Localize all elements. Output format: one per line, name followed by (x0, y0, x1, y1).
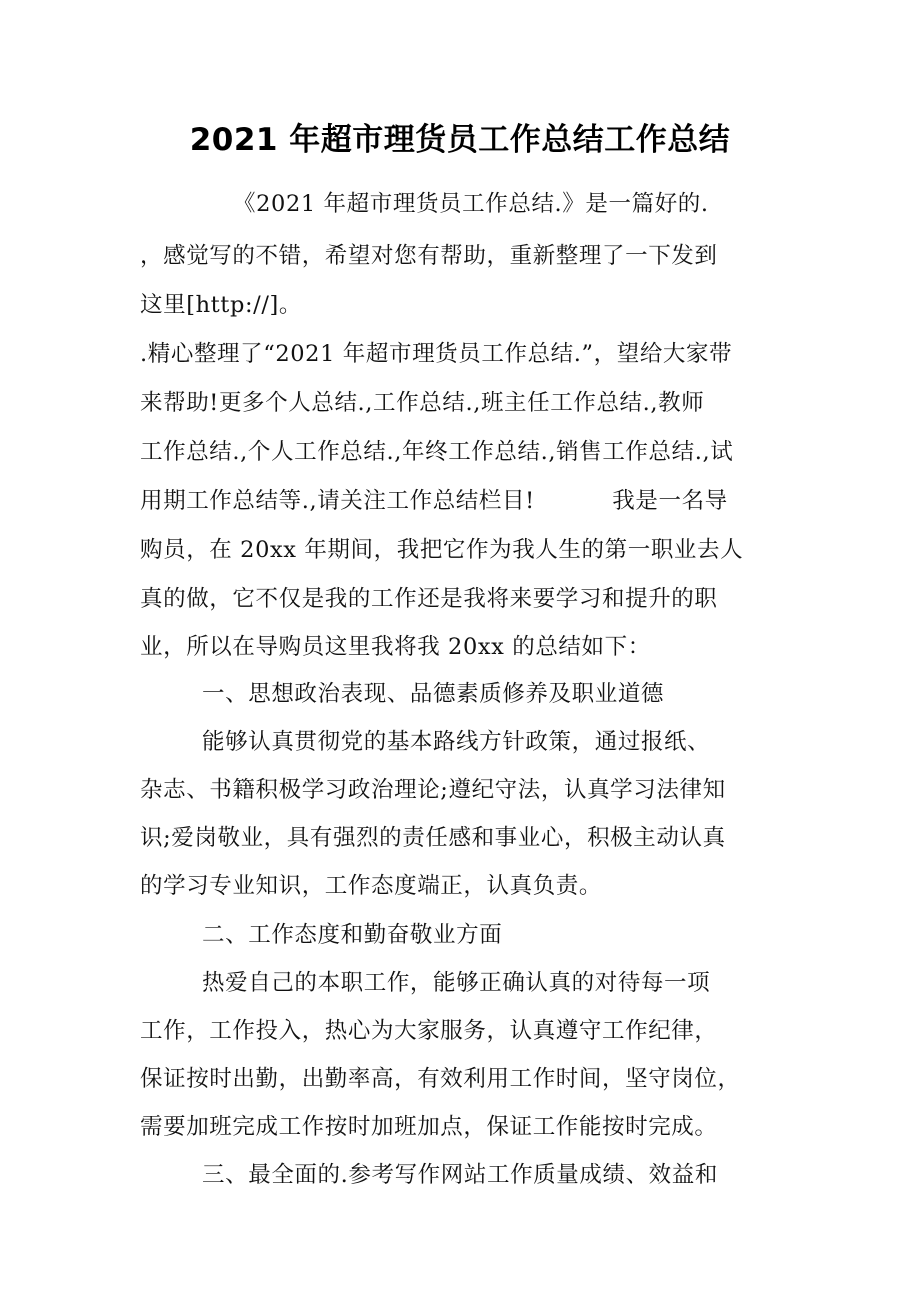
body-line: 识;爱岗敬业，具有强烈的责任感和事业心，积极主动认真 (140, 825, 726, 851)
body-line: 业，所以在导购员这里我将我 20xx 的总结如下： (140, 634, 651, 660)
body-line: 能够认真贯彻党的基本路线方针政策，通过报纸、 (140, 729, 711, 755)
section-heading: 一、思想政治表现、品德素质修养及职业道德 (140, 681, 665, 707)
section-heading: 三、最全面的.参考写作网站工作质量成绩、效益和 (140, 1162, 718, 1188)
body-line: 工作，工作投入，热心为大家服务，认真遵守工作纪律， (140, 1018, 718, 1044)
body-line: 来帮助!更多个人总结.,工作总结.,班主任工作总结.,教师 (140, 390, 705, 416)
body-line: 杂志、书籍积极学习政治理论;遵纪守法，认真学习法律知 (140, 777, 726, 803)
body-line: 热爱自己的本职工作，能够正确认真的对待每一项 (140, 970, 711, 996)
body-line: 用期工作总结等.,请关注工作总结栏目! 我是一名导 (140, 488, 728, 514)
section-heading: 二、工作态度和勤奋敬业方面 (140, 922, 503, 948)
body-line: ，感觉写的不错，希望对您有帮助，重新整理了一下发到 (140, 243, 718, 269)
body-line: 真的做，它不仅是我的工作还是我将来要学习和提升的职 (140, 586, 718, 612)
body-line: 这里[http://]。 (140, 292, 302, 318)
document-title: 2021 年超市理货员工作总结工作总结 (189, 122, 731, 158)
body-line: 保证按时出勤，出勤率高，有效利用工作时间，坚守岗位， (140, 1066, 741, 1092)
body-line: 的学习专业知识，工作态度端正，认真负责。 (140, 873, 603, 899)
body-line: 购员，在 20xx 年期间，我把它作为我人生的第一职业去人 (140, 537, 744, 563)
body-line: .精心整理了“2021 年超市理货员工作总结.”，望给大家带 (140, 341, 733, 367)
body-line: 《2021 年超市理货员工作总结.》是一篇好的. (140, 191, 709, 217)
body-line: 工作总结.,个人工作总结.,年终工作总结.,销售工作总结.,试 (140, 439, 734, 465)
body-line: 需要加班完成工作按时加班加点，保证工作能按时完成。 (140, 1114, 718, 1140)
